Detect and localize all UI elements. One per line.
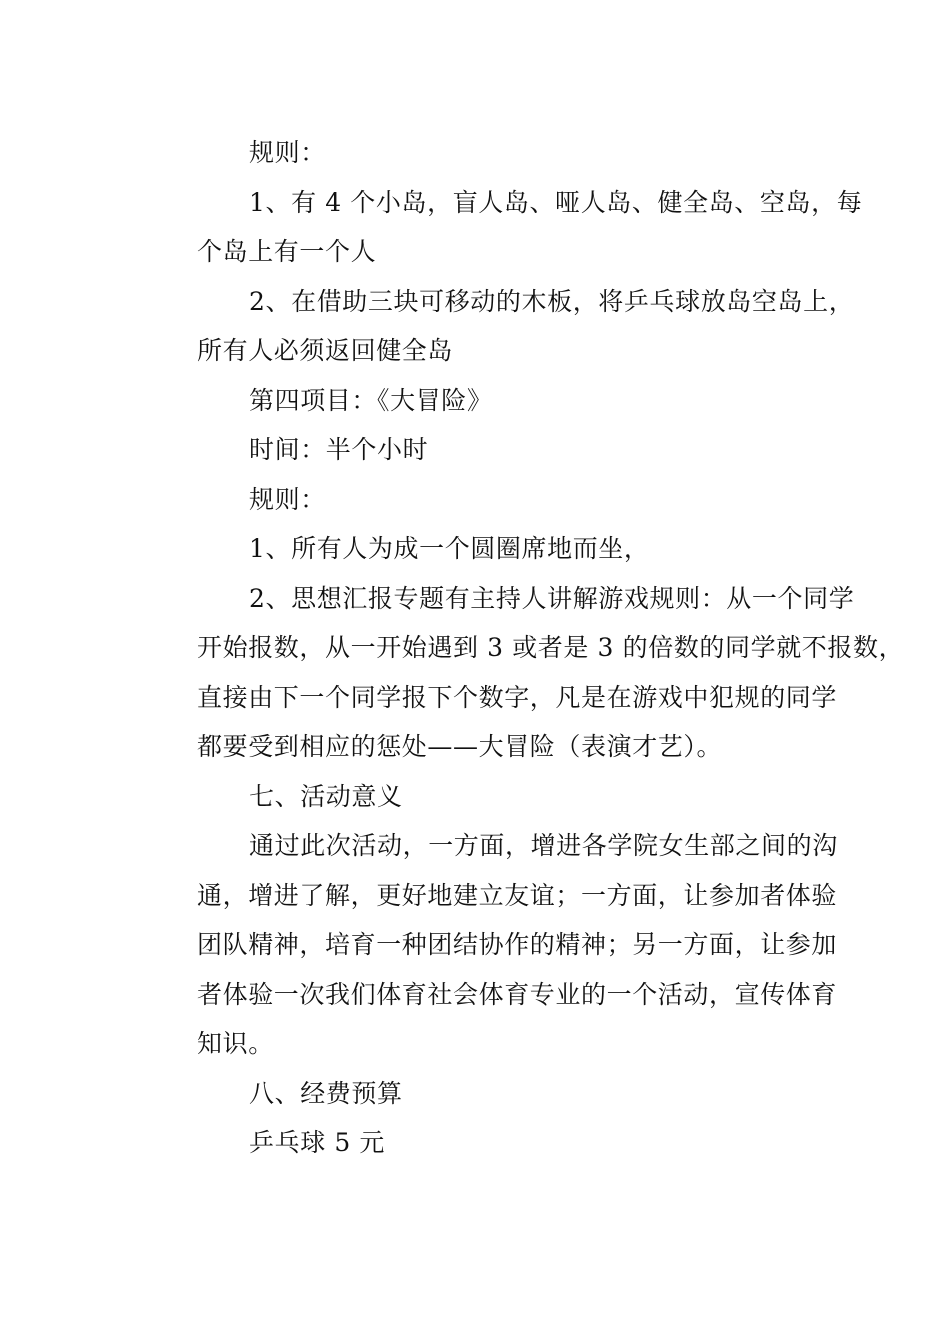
paragraph [145,178,863,277]
text-line: 通过此次活动，一方面，增进各学院女生部之间的沟 [249,831,838,860]
text-line: 个岛上有一个人 [197,237,377,266]
text-line: 直接由下一个同学报下个数字，凡是在游戏中犯规的同学 [197,682,838,712]
paragraph [145,475,810,525]
text-line: 1、所有人为成一个圆圈席地而坐， [249,534,650,563]
paragraph [145,574,905,772]
paragraph [145,425,810,475]
text-line: 规则： [249,138,326,167]
text-line: 八、经费预算 [249,1078,403,1108]
paragraph [145,524,810,574]
text-line: 规则： [249,484,326,514]
paragraph [145,128,810,178]
text-line: 1、有 4 个小岛，盲人岛、哑人岛、健全岛、空岛，每 [249,187,863,217]
text-line: 者体验一次我们体育社会体育专业的一个活动，宣传体育 [197,979,838,1009]
text-line: 知识。 [197,1029,274,1058]
paragraph [145,376,810,426]
text-line: 七、活动意义 [249,781,403,811]
text-line: 所有人必须返回健全岛 [197,336,454,365]
text-line: 团队精神，培育一种团结协作的精神；另一方面，让参加 [197,930,838,959]
paragraph [145,277,855,376]
document-body [145,128,905,1168]
paragraph [145,1069,810,1119]
text-line: 第四项目：《大冒险》 [249,385,493,415]
paragraph [145,772,810,822]
text-line: 2、在借助三块可移动的木板，将乒乓球放岛空岛上， [249,286,855,316]
text-line: 都要受到相应的惩处——大冒险（表演才艺）。 [197,732,723,761]
text-line: 2、思想汇报专题有主持人讲解游戏规则：从一个同学 [249,583,855,613]
paragraph [145,821,838,1069]
text-line: 乒乓球 5 元 [249,1128,385,1157]
text-line: 时间：半个小时 [249,435,429,464]
text-line: 通，增进了解，更好地建立友谊；一方面，让参加者体验 [197,880,838,910]
text-line: 开始报数，从一开始遇到 3 或者是 3 的倍数的同学就不报数， [197,633,905,662]
paragraph [145,1118,810,1168]
